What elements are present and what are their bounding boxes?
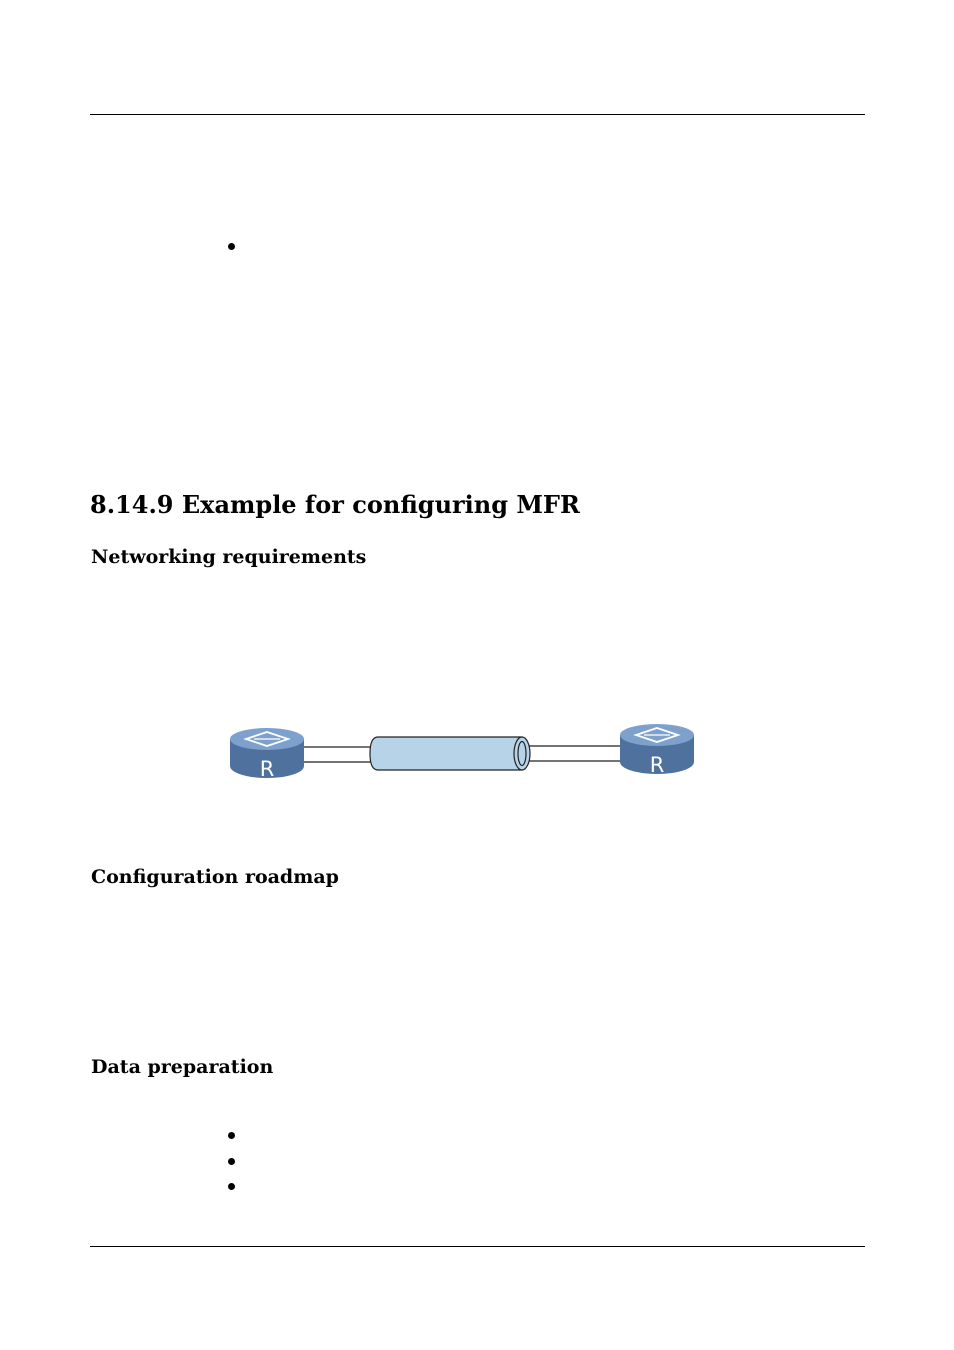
heading-networking-requirements: Networking requirements [91,546,367,568]
router-left-label: R [259,757,275,781]
router-right-label: R [649,753,665,777]
heading-data-preparation: Data preparation [91,1056,274,1078]
router-icon [230,728,304,781]
link-left [304,747,374,762]
list-bullet [228,1183,235,1190]
footer-rule [90,1246,865,1247]
list-bullet [228,1158,235,1165]
section-title: 8.14.9 Example for configuring MFR [90,490,580,519]
list-bullet [228,1132,235,1139]
router-icon [620,724,694,777]
tunnel-icon [370,737,530,770]
list-bullet [228,243,235,250]
header-rule [90,114,865,115]
network-diagram [226,720,698,784]
heading-configuration-roadmap: Configuration roadmap [91,866,339,888]
link-right [528,746,622,761]
